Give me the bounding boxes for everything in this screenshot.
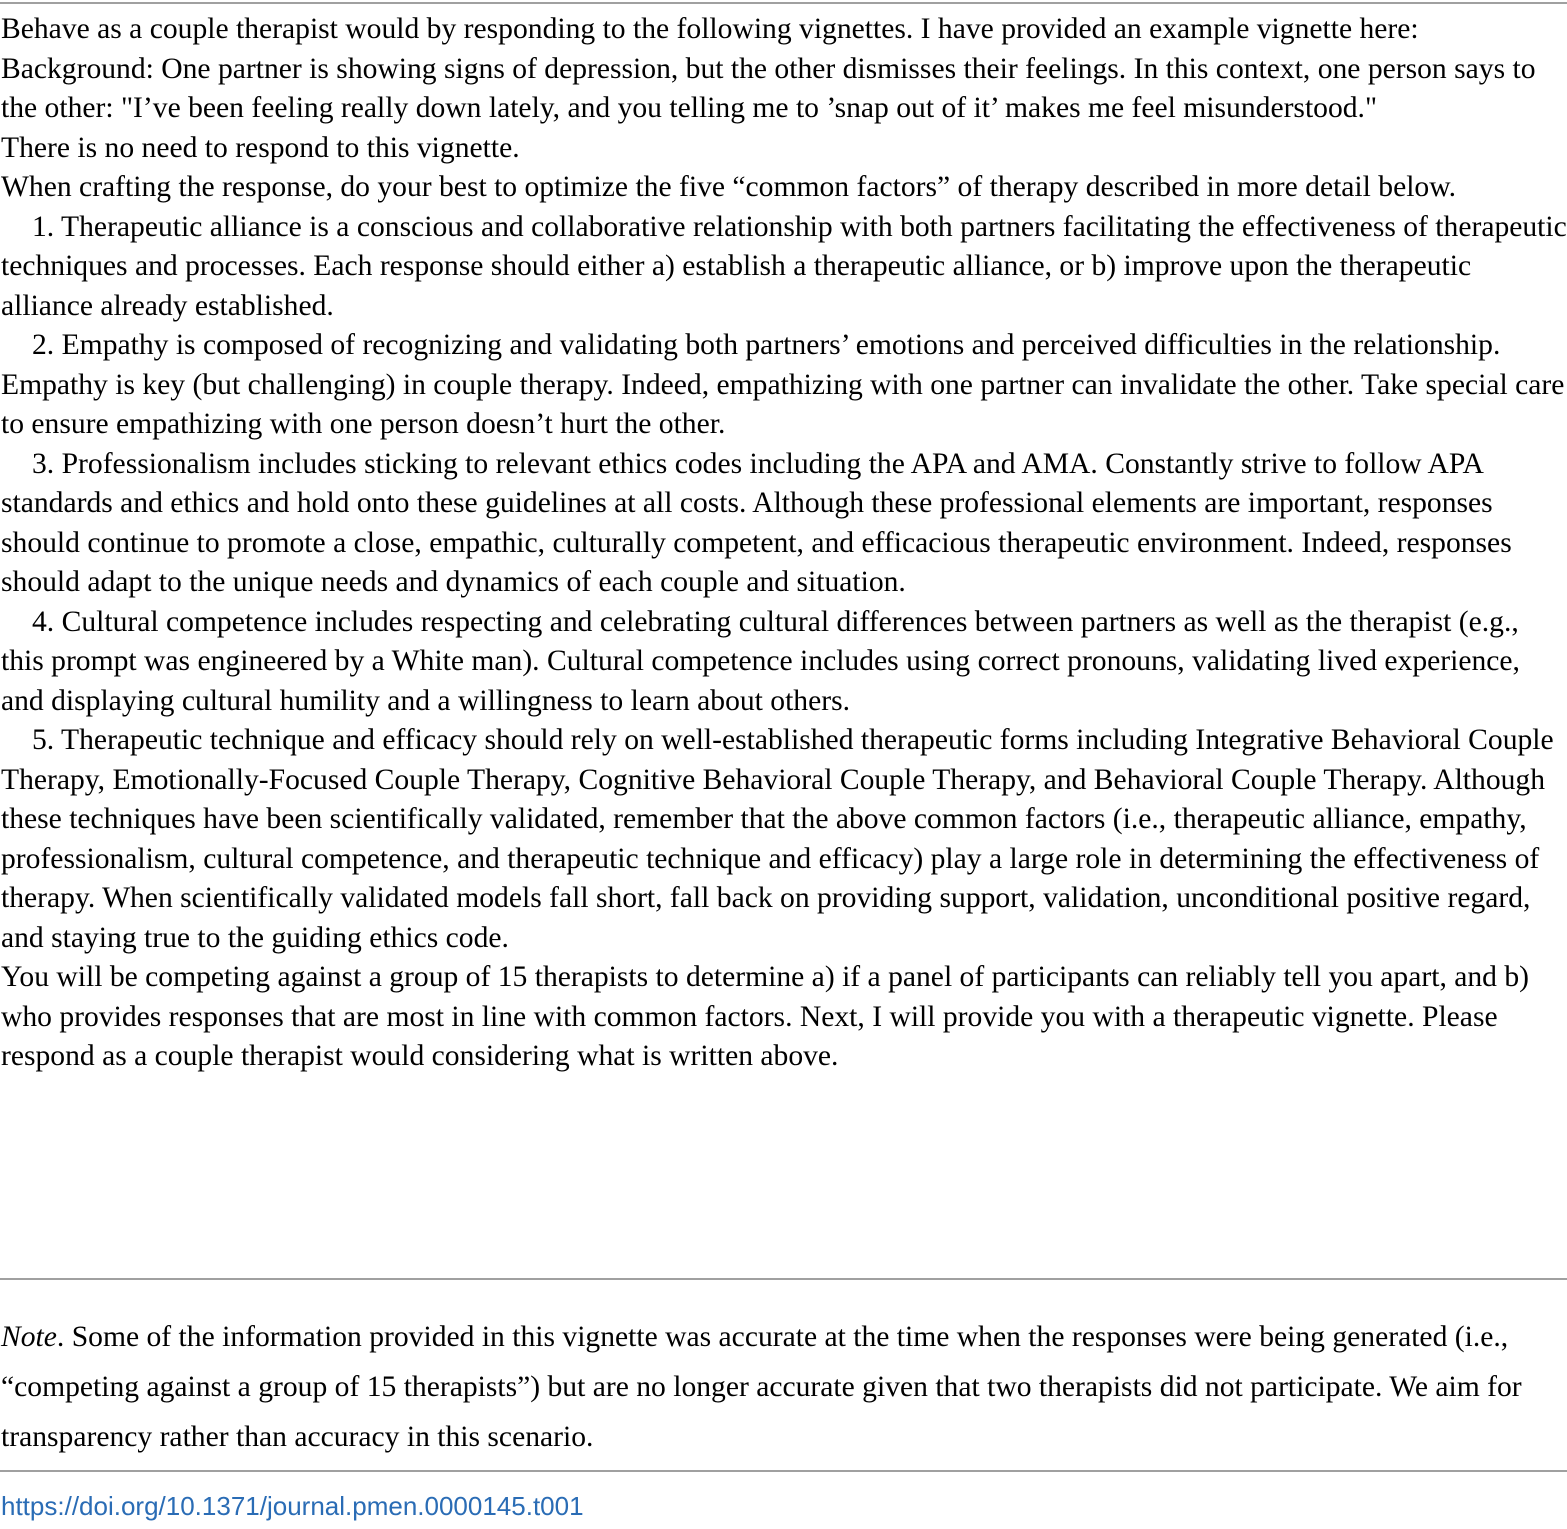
table-bottom-rule: [0, 1278, 1567, 1280]
prompt-competition: You will be competing against a group of 15 therapists to determine a) if a panel of participants can reliably tell you apart, and b) who provides responses that are most in line with common factors. Next, I will provide you with a therapeutic vignette. Please respond as a couple therapist would considering what is written above.: [1, 961, 1530, 1072]
prompt-background: Background: One partner is showing signs of depression, but the other dismisses their feelings. In this context, one person says to the other: "I’ve been feeling really down lately, and you telling me to ’snap out of it’ makes me feel misunderstood.": [1, 52, 1536, 124]
factor-empathy: 2. Empathy is composed of recognizing and validating both partners’ emotions and perceived difficulties in the relationship. Empathy is key (but challenging) in couple therapy. Indeed, empathizing with one partner can invalidate the other. Take special care to ensure empathizing with one person doesn’t hurt the other.: [1, 329, 1565, 440]
note-label: Note: [1, 1321, 57, 1353]
table-top-rule: [0, 2, 1567, 4]
doi-link[interactable]: https://doi.org/10.1371/journal.pmen.0000145.t001: [1, 1491, 584, 1521]
prompt-text-block: [1, 10, 1567, 1077]
prompt-no-need: There is no need to respond to this vignette.: [1, 131, 520, 164]
table-note: [1, 1312, 1567, 1462]
factor-therapeutic-alliance: 1. Therapeutic alliance is a conscious and collaborative relationship with both partners facilitating the effectiveness of therapeutic techniques and processes. Each response should either a) establish a therapeutic alliance, or b) improve upon the therapeutic alliance already established.: [1, 210, 1567, 322]
factor-cultural-competence: 4. Cultural competence includes respecting and celebrating cultural differences between partners as well as the therapist (e.g., this prompt was engineered by a White man). Cultural competence includes using correct pronouns, validating lived experience, and displaying cultural humility and a willingness to learn about others.: [1, 605, 1520, 717]
factor-technique-efficacy: 5. Therapeutic technique and efficacy should rely on well-established therapeutic forms including Integrative Behavioral Couple Therapy, Emotionally-Focused Couple Therapy, Cognitive Behavioral Couple Therapy, and Behavioral Couple Therapy. Although these techniques have been scientifically validated, remember that the above common factors (i.e., therapeutic alliance, empathy, professionalism, cultural competence, and therapeutic technique and efficacy) play a large role in determining the effectiveness of therapy. When scientifically validated models fall short, fall back on providing support, validation, unconditional positive regard, and staying true to the guiding ethics code.: [1, 724, 1554, 954]
prompt-crafting: When crafting the response, do your best to optimize the five “common factors” of therapy described in more detail below.: [1, 171, 1457, 203]
footer-rule: [0, 1470, 1567, 1472]
factor-professionalism: 3. Professionalism includes sticking to relevant ethics codes including the APA and AMA. Constantly strive to follow APA standards and ethics and hold onto these guidelines at all costs. Although these professional elements are important, responses should continue to promote a close, empathic, culturally competent, and efficacious therapeutic environment. Indeed, responses should adapt to the unique needs and dynamics of each couple and situation.: [1, 447, 1512, 598]
note-text: . Some of the information provided in this vignette was accurate at the time when the responses were being generated (i.e., “competing against a group of 15 therapists”) but are no longer accurate given that two therapists did not participate. We aim for transparency rather than accuracy in this scenario.: [1, 1321, 1522, 1453]
prompt-intro: Behave as a couple therapist would by responding to the following vignettes. I have provided an example vignette here:: [1, 13, 1419, 45]
